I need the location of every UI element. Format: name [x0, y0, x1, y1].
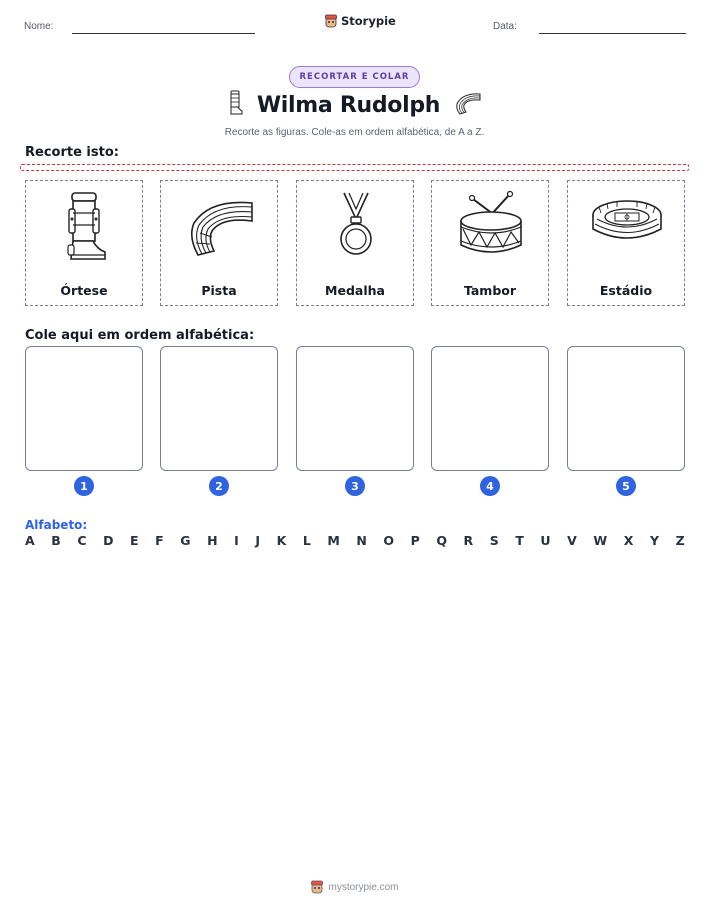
alphabet-letter: D	[103, 533, 114, 548]
alphabet-letter: N	[356, 533, 367, 548]
name-line[interactable]	[72, 33, 255, 34]
stadium-icon	[587, 189, 667, 269]
cut-card-pista[interactable]	[160, 180, 278, 306]
storypie-mascot-icon	[324, 14, 338, 28]
alphabet-letter: G	[180, 533, 191, 548]
storypie-mascot-icon	[310, 880, 324, 894]
paste-box-5[interactable]	[567, 346, 685, 471]
instructions: Recorte as figuras. Cole-as em ordem alfabética, de A a Z.	[224, 127, 485, 138]
alphabet-letter: H	[207, 533, 218, 548]
cut-section-label: Recorte isto:	[25, 145, 119, 160]
brand-name: Storypie	[341, 14, 396, 28]
alphabet-letter: F	[155, 533, 164, 548]
paste-box-2[interactable]	[160, 346, 278, 471]
alphabet-letter: J	[255, 533, 260, 548]
brand-logo	[324, 14, 396, 28]
alphabet-letter: W	[593, 533, 608, 548]
alphabet-letter: R	[463, 533, 474, 548]
alphabet-letter: Q	[436, 533, 447, 548]
activity-badge: RECORTAR E COLAR	[289, 66, 420, 88]
date-line[interactable]	[539, 33, 686, 34]
paste-number-3: 3	[345, 476, 365, 496]
alphabet-letter: T	[515, 533, 524, 548]
alphabet-label: Alfabeto:	[25, 518, 88, 532]
cut-card-medalha[interactable]	[296, 180, 414, 306]
alphabet-letter: X	[623, 533, 634, 548]
page-title	[0, 90, 709, 118]
cut-card-label: Medalha	[325, 283, 385, 298]
paste-box-3[interactable]	[296, 346, 414, 471]
paste-number-4: 4	[480, 476, 500, 496]
alphabet-letter: S	[489, 533, 499, 548]
alphabet-letter: L	[302, 533, 311, 548]
cut-card-tambor[interactable]	[431, 180, 549, 306]
cut-card-label: Estádio	[599, 283, 653, 298]
running-track-icon	[180, 189, 260, 269]
alphabet-letter: K	[276, 533, 287, 548]
paste-number-5: 5	[616, 476, 636, 496]
name-label: Nome:	[24, 21, 54, 32]
paste-box-4[interactable]	[431, 346, 549, 471]
alphabet-letter: B	[51, 533, 61, 548]
medal-icon	[316, 189, 396, 269]
paste-number-2: 2	[209, 476, 229, 496]
alphabet-letter: I	[234, 533, 239, 548]
cut-card-ortese[interactable]	[25, 180, 143, 306]
title-text: Wilma Rudolph	[256, 93, 441, 118]
leg-brace-icon	[45, 189, 125, 269]
cut-line	[20, 164, 689, 171]
running-track-icon	[454, 90, 482, 116]
alphabet-letter: E	[130, 533, 139, 548]
alphabet-letter: V	[567, 533, 577, 548]
alphabet-letter: U	[540, 533, 551, 548]
alphabet-letter: Z	[675, 533, 685, 548]
date-label: Data:	[493, 21, 517, 32]
paste-number-1: 1	[74, 476, 94, 496]
cut-card-label: Tambor	[463, 283, 517, 298]
cut-card-estadio[interactable]	[567, 180, 685, 306]
footer-site-link[interactable]: mystorypie.com	[328, 881, 399, 893]
paste-box-1[interactable]	[25, 346, 143, 471]
alphabet-letter: C	[77, 533, 87, 548]
cut-card-label: Órtese	[60, 283, 108, 298]
alphabet-letter: P	[410, 533, 420, 548]
paste-section-label: Cole aqui em ordem alfabética:	[25, 328, 255, 343]
alphabet-letter: O	[383, 533, 395, 548]
alphabet-letter: Y	[649, 533, 659, 548]
leg-brace-icon	[227, 90, 243, 116]
cut-card-label: Pista	[201, 283, 237, 298]
alphabet-letter: A	[25, 533, 35, 548]
drum-icon	[451, 189, 531, 269]
footer	[0, 880, 709, 894]
alphabet-letter: M	[327, 533, 340, 548]
alphabet-row	[25, 533, 685, 548]
